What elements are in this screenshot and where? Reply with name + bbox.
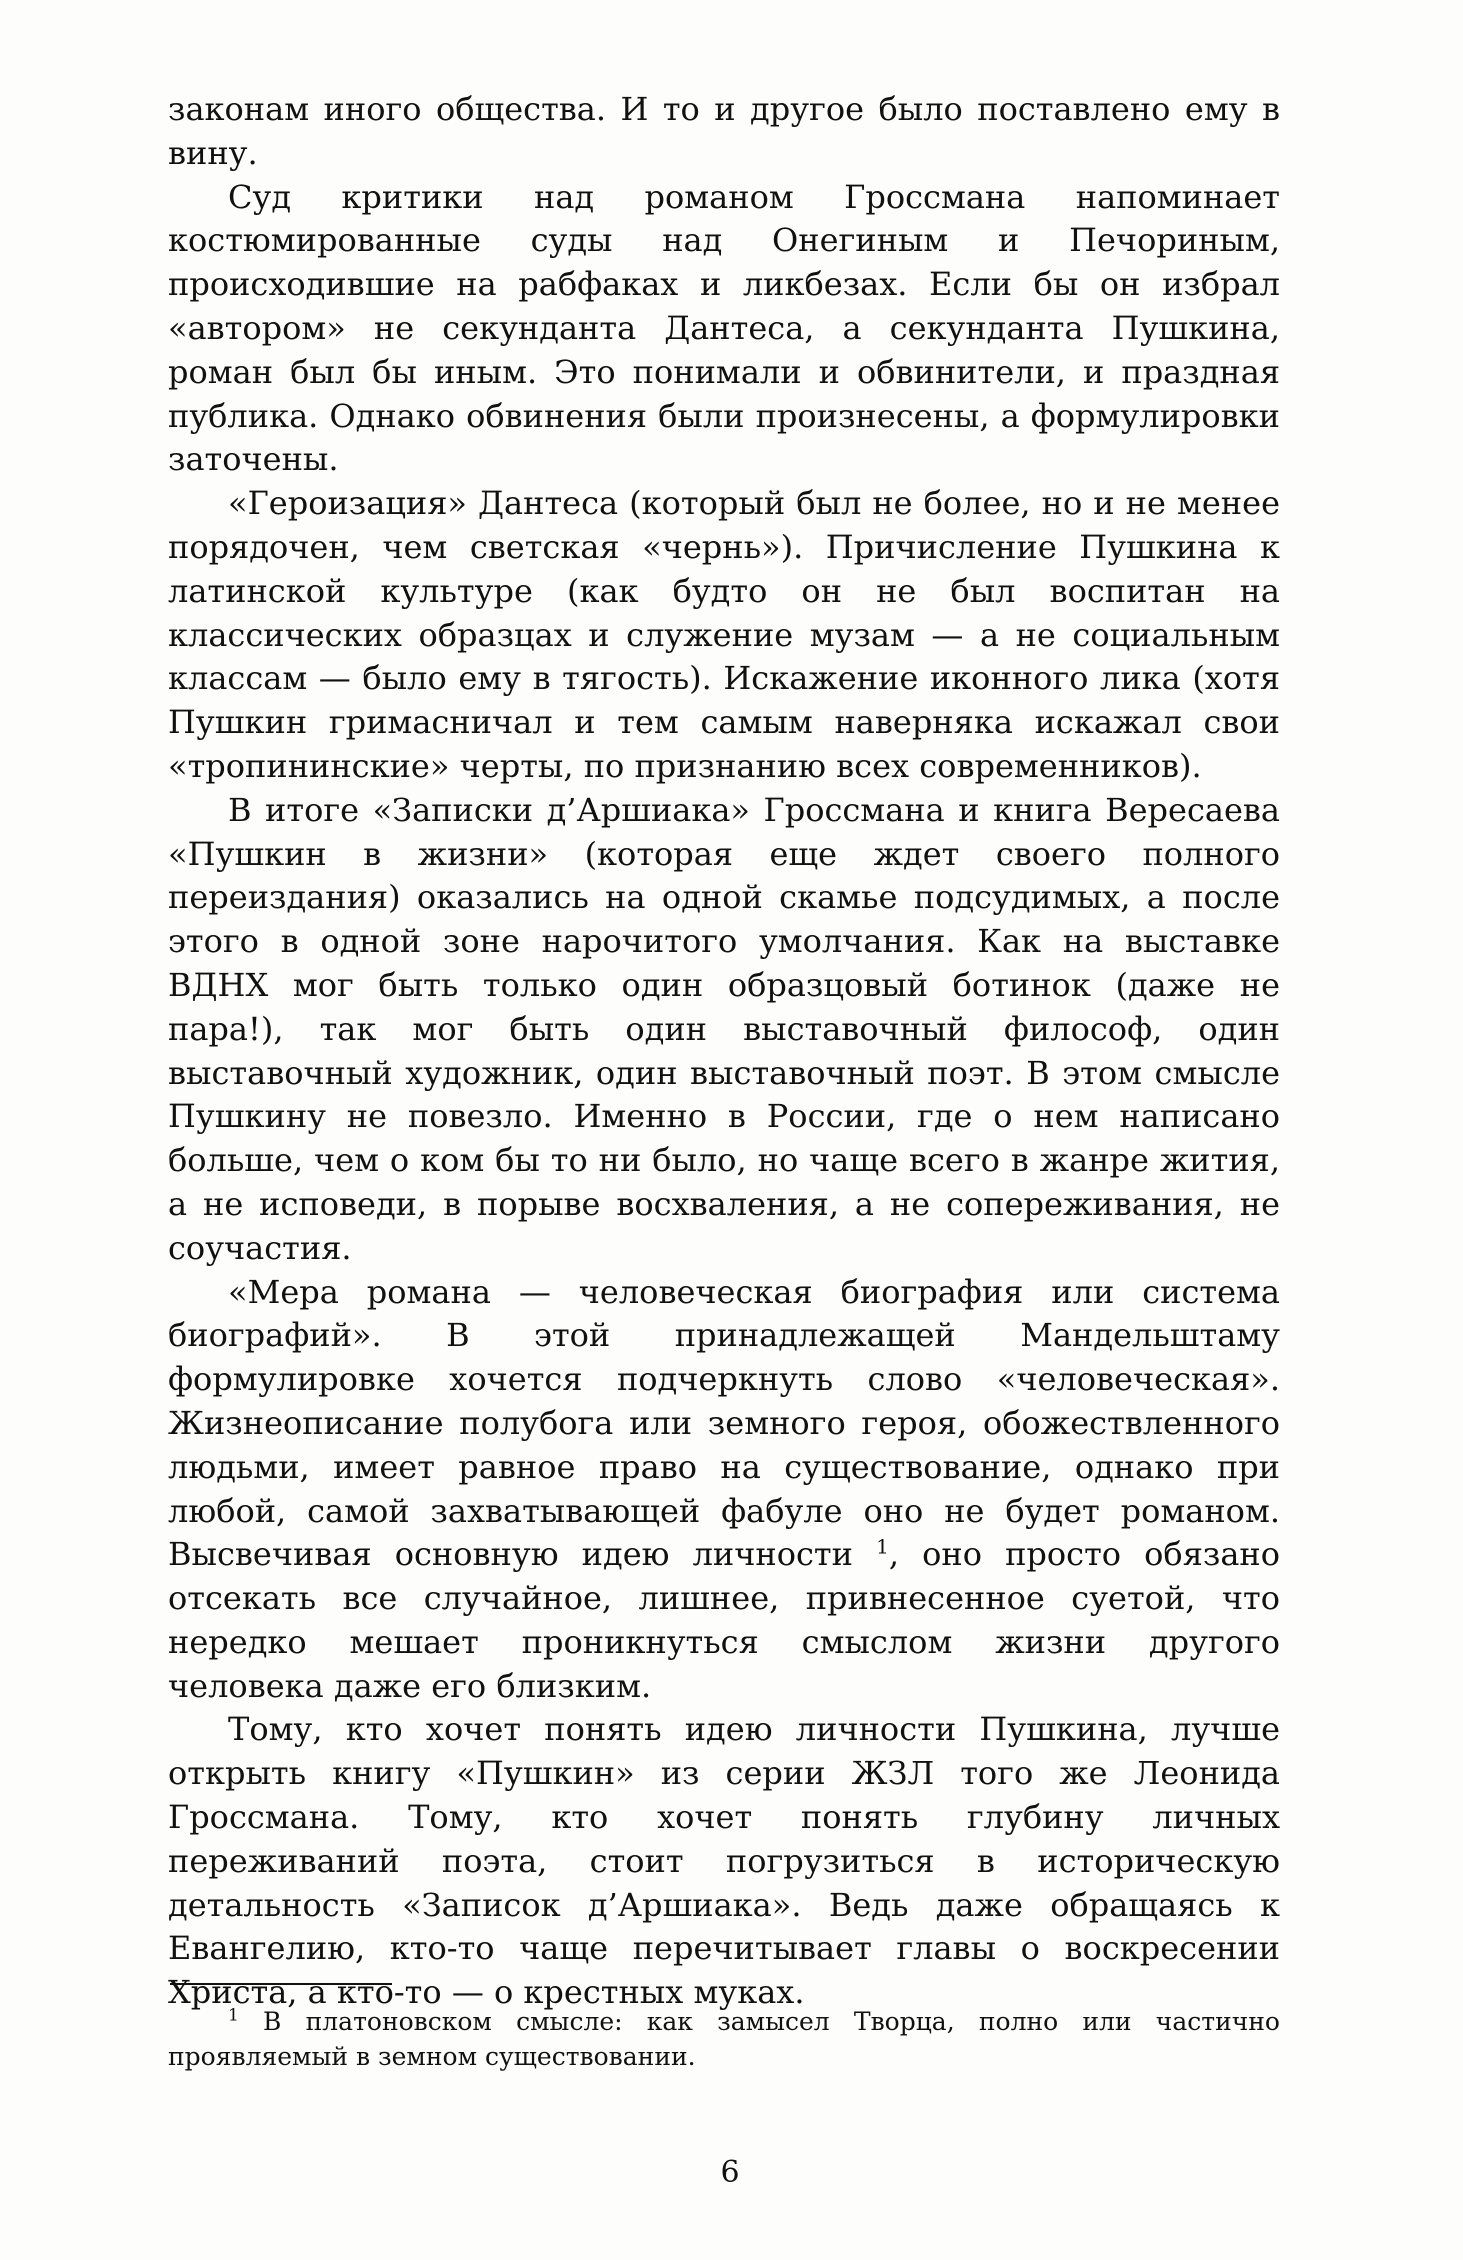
footnote-reference[interactable]: 1: [876, 1534, 889, 1559]
paragraph-critique-trial: Суд критики над романом Гроссмана напоминает костюмированные суды над Онегиным и Печориным, происходившие на рабфаках и ликбезах. Если бы он избрал «автором» не секунданта Дантеса, а секунданта Пушкина, роман был бы иным. Это понимали и обвинители, и праздная публика. Однако обвинения были произнесены, а формулировки заточены.: [168, 177, 1280, 479]
paragraph-mandelstam-after: , оно просто обязано отсекать все случайное, лишнее, привнесенное суетой, что нередко мешает проникнуться смыслом жизни другого человека даже его близким.: [168, 1535, 1281, 1705]
paragraph-mandelstam: [168, 1271, 1280, 1709]
paragraph-verdict: В итоге «Записки д’Аршиака» Гроссмана и книга Вересаева «Пушкин в жизни» (которая еще ждет своего полного переиздания) оказались на одной скамье подсудимых, а после этого в одной зоне нарочитого умолчания. Как на выставке ВДНХ мог быть только один образцовый ботинок (даже не пара!), так мог быть один выставочный философ, один выставочный художник, один выставочный поэт. В этом смысле Пушкину не повезло. Именно в России, где о нем написано больше, чем о ком бы то ни было, но чаще всего в жанре жития, а не исповеди, в порыве восхваления, а не сопереживания, не соучастия.: [168, 790, 1280, 1267]
paragraph-continuation: законам иного общества. И то и другое было поставлено ему в вину.: [168, 90, 1280, 172]
paragraph-mandelstam-before: «Мера романа — человеческая биография или система биографий». В этой принадлежащей Мандельштаму формулировке хочется подчеркнуть слово «человеческая». Жизнеописание полубога или земного героя, обожествленного людьми, имеет равное право на существование, однако при любой, самой захватывающей фабуле оно не будет романом. Высвечивая основную идею личности: [168, 1272, 1280, 1574]
paragraph-accusations: «Героизация» Дантеса (который был не более, но и не менее порядочен, чем светская «чернь»). Причисление Пушкина к латинской культуре (как будто он не был воспитан на классических образцах и служение музам — а не социальным классам — было ему в тягость). Искажение иконного лика (хотя Пушкин гримасничал и тем самым наверняка искажал свои «тропининские» черты, по признанию всех современников).: [168, 484, 1280, 785]
paragraph-conclusion: Тому, кто хочет понять идею личности Пушкина, лучше открыть книгу «Пушкин» из серии ЖЗЛ того же Леонида Гроссмана. Тому, кто хочет понять глубину личных переживаний поэта, стоит погрузиться в историческую детальность «Записок д’Аршиака». Ведь даже обращаясь к Евангелию, кто-то чаще перечитывает главы о воскресении Христа, а кто-то — о крестных муках.: [168, 1710, 1280, 2012]
footnote-divider: [170, 1983, 392, 1985]
body-text: [168, 88, 1280, 2015]
footnote-text: В платоновском смысле: как замысел Творца, полно или частично проявляемый в земном существовании.: [168, 2007, 1280, 2071]
page-number: 6: [720, 2155, 740, 2190]
footnote-marker: 1: [228, 2005, 239, 2026]
footnote: [168, 2004, 1280, 2074]
